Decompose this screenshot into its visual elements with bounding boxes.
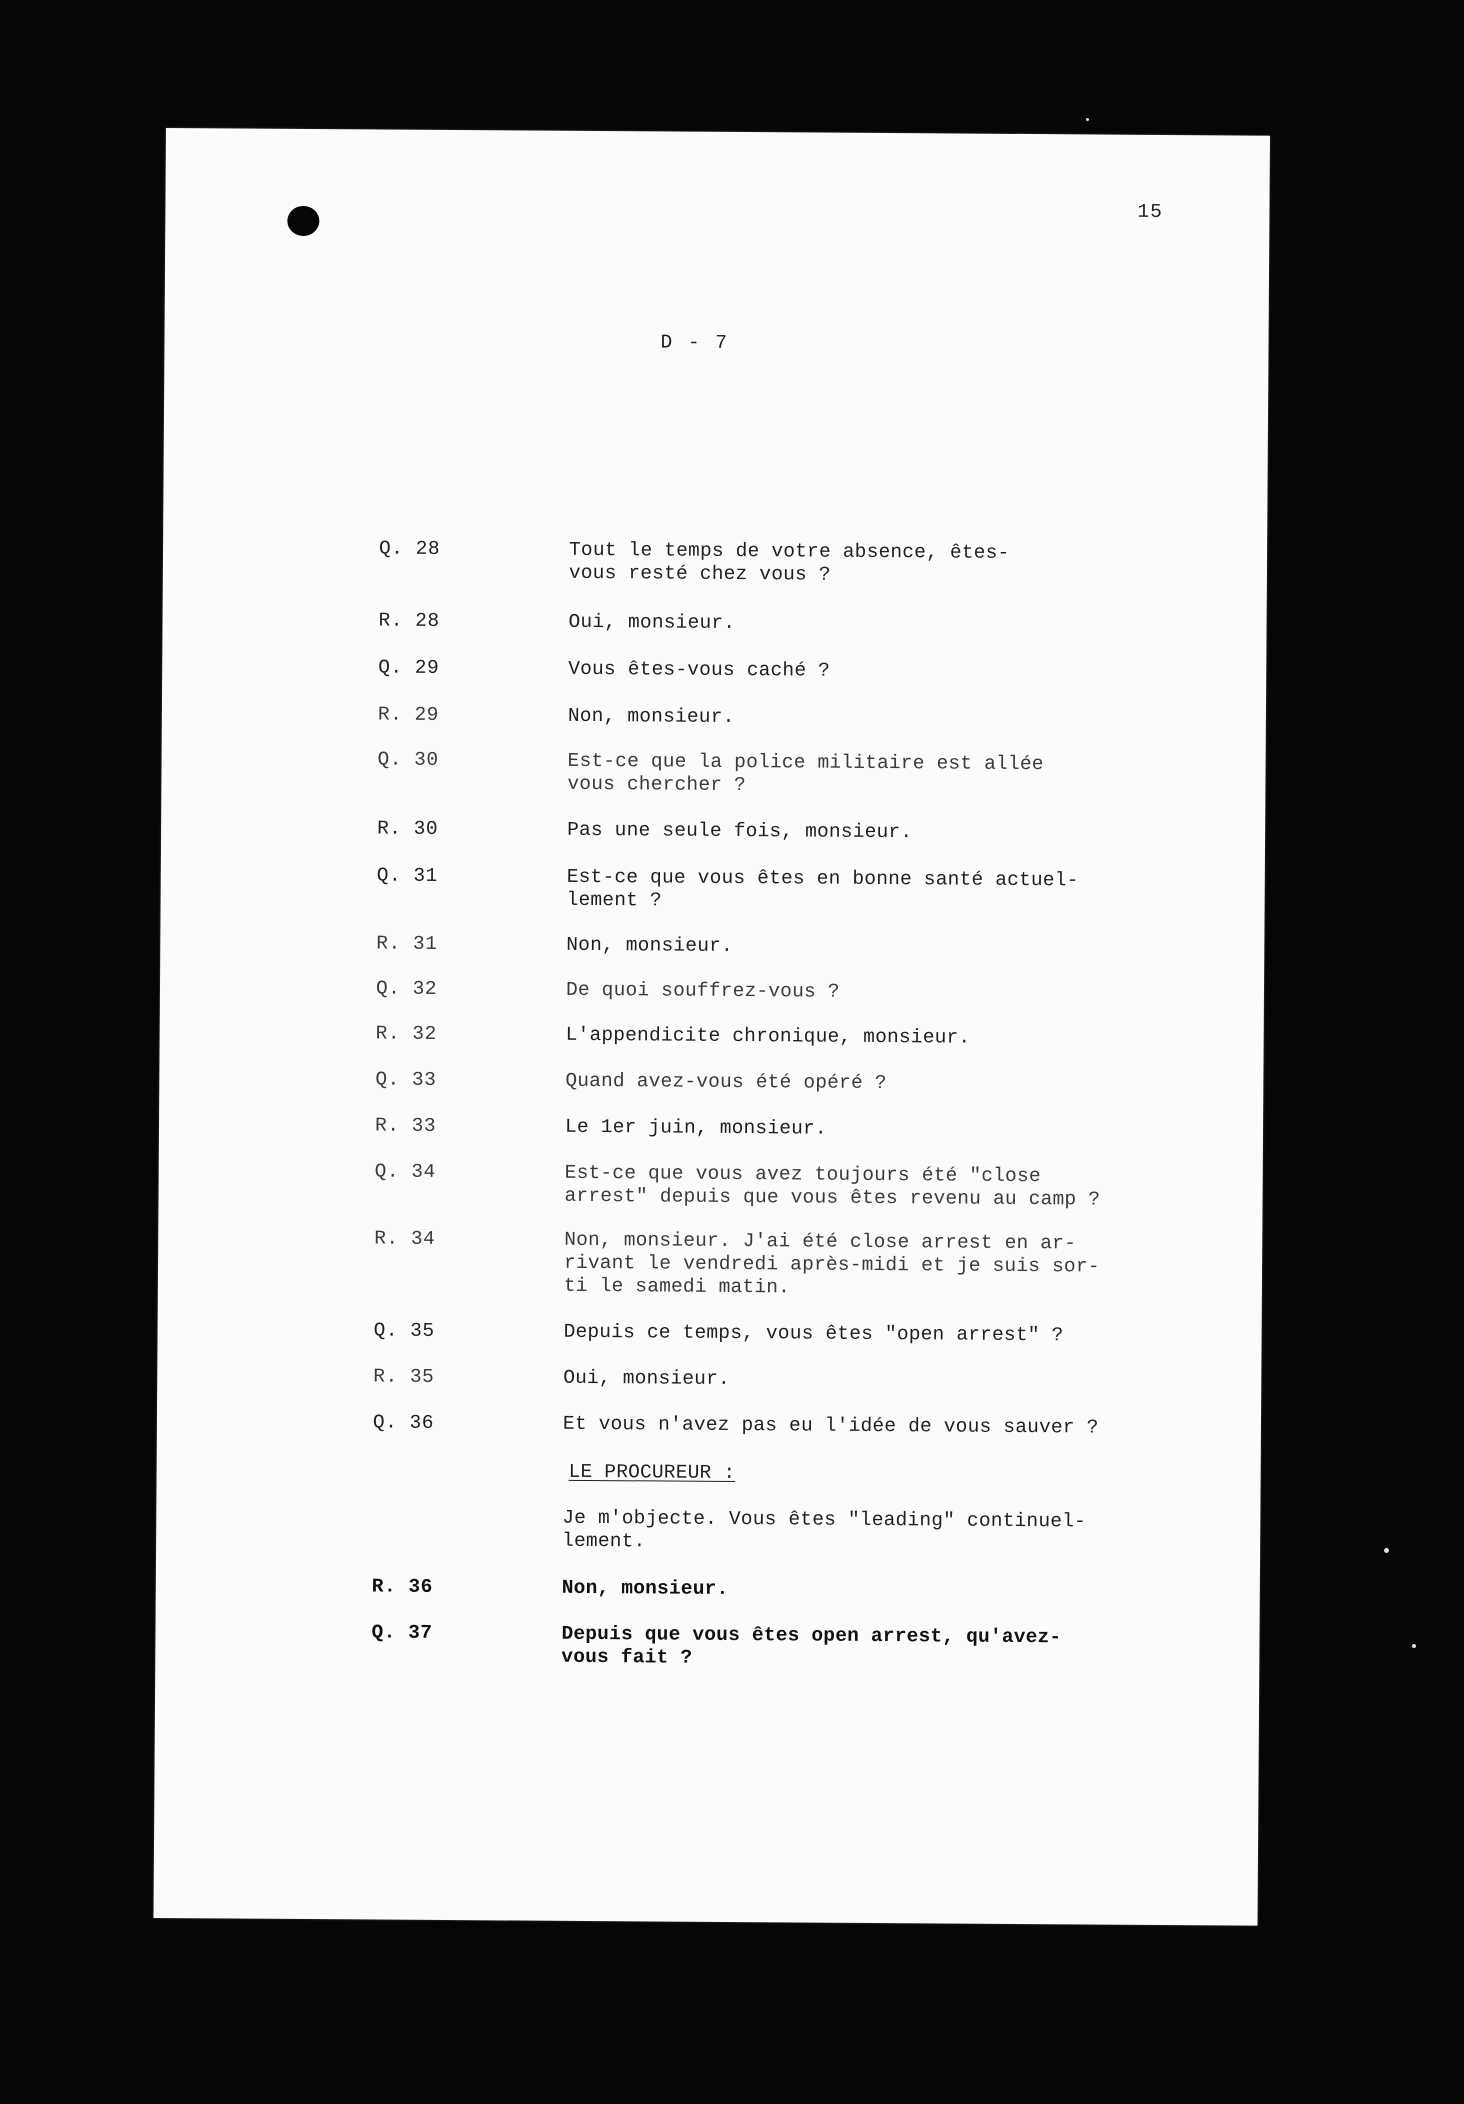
transcript-entry-q33 [159,1067,1263,1095]
entry-label: Q. 29 [378,656,440,679]
entry-text: Est-ce que la police militaire est allée vous chercher ? [567,749,1044,797]
entry-text: Oui, monsieur. [568,610,736,634]
transcript-entry-q37 [156,1620,1260,1669]
entry-text: Est-ce que vous êtes en bonne santé actuel- lement ? [566,865,1079,912]
transcript-entry-r32 [160,1021,1264,1049]
dust-speck [1086,118,1089,121]
entry-label: R. 31 [376,932,438,955]
transcript-entry-r34 [158,1226,1262,1299]
exhibit-reference: D - 7 [660,331,730,354]
entry-label: Q. 35 [373,1319,435,1342]
entry-label: R. 36 [371,1575,433,1598]
entry-text: L'appendicite chronique, monsieur. [565,1023,971,1049]
entry-text: Oui, monsieur. [563,1366,730,1390]
entry-label: R. 29 [377,703,440,726]
entry-text: De quoi souffrez-vous ? [565,978,840,1003]
transcript-entry-r30 [161,816,1265,844]
entry-text: Vous êtes-vous caché ? [568,657,831,682]
dust-speck [1384,1548,1389,1553]
procureur-objection [156,1504,1260,1553]
speaker-heading: LE PROCUREUR : [568,1460,736,1485]
entry-text: Et vous n'avez pas eu l'idée de vous sauver ? [562,1412,1099,1439]
transcript-entry-q31 [161,863,1265,912]
entry-text: Est-ce que vous avez toujours été "close arrest" depuis que vous êtes revenu au camp ? [564,1161,1101,1211]
dust-speck [1412,1644,1416,1648]
entry-text: Non, monsieur. [561,1576,729,1600]
transcript-entry-q32 [160,976,1264,1003]
transcript-entry-r36 [156,1574,1260,1600]
transcript-entry-q30 [162,747,1266,797]
entry-text: Pas une seule fois, monsieur. [567,818,913,844]
transcript-entry-q29 [162,655,1266,682]
transcript-entry-q36 [157,1410,1261,1439]
transcript-entry-q28 [163,536,1267,586]
entry-label: Q. 31 [376,864,438,887]
transcript-entry-r28 [163,608,1267,634]
transcript-entry-q34 [159,1159,1263,1211]
entry-label: R. 34 [374,1227,436,1250]
speaker-heading-procureur [157,1458,1261,1485]
entry-label: R. 35 [373,1365,435,1388]
objection-text: Je m'objecte. Vous êtes "leading" continuel- lement. [562,1506,1087,1553]
entry-text: Quand avez-vous été opéré ? [565,1069,887,1095]
transcript-entry-r31 [160,931,1264,957]
entry-label: Q. 34 [374,1160,436,1183]
entry-label: R. 28 [378,609,440,632]
entry-text: Depuis ce temps, vous êtes "open arrest" ? [563,1320,1064,1347]
entry-label: Q. 37 [371,1621,433,1644]
transcript-entry-r29 [162,702,1266,728]
entry-text: Depuis que vous êtes open arrest, qu'avez- vous fait ? [561,1622,1062,1669]
entry-label: R. 30 [377,817,439,840]
entry-label: R. 32 [375,1022,437,1045]
entry-text: Le 1er juin, monsieur. [564,1115,827,1140]
entry-label: Q. 33 [375,1068,437,1091]
entry-label: Q. 32 [375,977,438,1000]
punch-hole [287,206,319,236]
entry-label: R. 33 [374,1114,437,1137]
entry-label: Q. 30 [377,748,439,771]
entry-text: Non, monsieur. [566,933,734,957]
entry-label: Q. 36 [372,1411,435,1434]
transcript-entry-r33 [159,1113,1263,1140]
entry-label: Q. 28 [378,537,441,560]
transcript-entry-q35 [158,1318,1262,1347]
entry-text: Non, monsieur. J'ai été close arrest en ar- rivant le vendredi après-midi et je suis sor- ti le samedi matin. [563,1228,1100,1299]
page-number: 15 [1137,200,1163,223]
entry-text: Tout le temps de votre absence, êtes- vous resté chez vous ? [568,538,1010,586]
entry-text: Non, monsieur. [567,704,735,728]
transcript-entry-r35 [157,1364,1261,1390]
document-page [154,128,1270,1926]
